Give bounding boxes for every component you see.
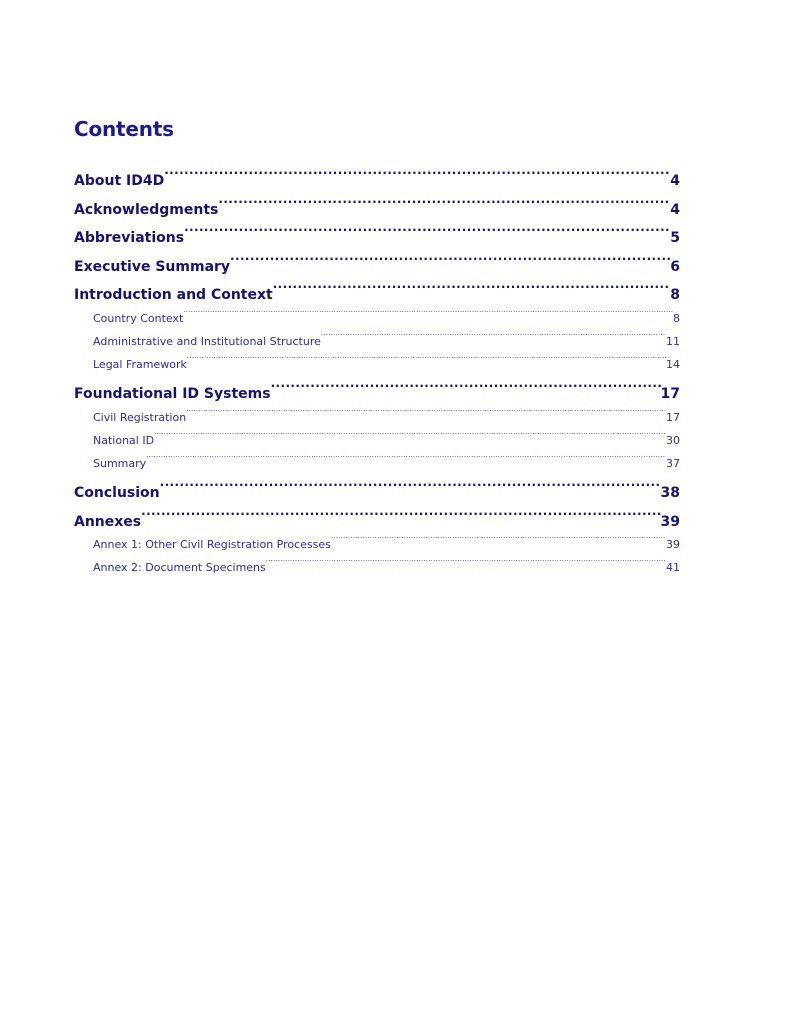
dot-leader xyxy=(218,192,670,214)
toc-entry-label: Legal Framework xyxy=(93,358,187,372)
dot-leader xyxy=(160,475,661,497)
toc-entry-page: 5 xyxy=(670,230,680,246)
toc-entry-page: 14 xyxy=(666,358,680,372)
toc-subentry-country-context[interactable] xyxy=(74,304,680,327)
toc-entry-executive-summary[interactable] xyxy=(74,249,680,278)
toc-subentry-national-id[interactable] xyxy=(74,426,680,449)
dot-leader xyxy=(266,553,666,571)
toc-entry-page: 6 xyxy=(670,258,680,275)
toc-entry-label: Administrative and Institutional Structure xyxy=(93,334,321,348)
toc-title: Contents xyxy=(74,117,174,141)
table-of-contents xyxy=(74,163,680,577)
dot-leader xyxy=(321,327,666,345)
toc-entry-page: 17 xyxy=(666,410,680,424)
dot-leader xyxy=(154,426,666,444)
dot-leader xyxy=(331,530,666,548)
toc-subentry-civil-registration[interactable] xyxy=(74,403,680,426)
toc-entry-page: 4 xyxy=(670,201,680,218)
toc-entry-page: 30 xyxy=(666,433,680,447)
toc-entry-page: 8 xyxy=(670,287,680,303)
dot-leader xyxy=(183,304,673,322)
toc-entry-label: Abbreviations xyxy=(74,230,185,246)
toc-entry-page: 17 xyxy=(660,386,680,403)
toc-entry-label: Annex 2: Document Specimens xyxy=(93,561,266,575)
toc-subentry-annex-2[interactable] xyxy=(74,553,680,576)
toc-entry-label: Annexes xyxy=(74,513,142,530)
toc-entry-label: Acknowledgments xyxy=(74,201,219,218)
toc-entry-label: Civil Registration xyxy=(93,410,187,424)
dot-leader xyxy=(271,376,661,398)
toc-entry-label: Executive Summary xyxy=(74,258,231,275)
dot-leader xyxy=(146,449,666,467)
toc-entry-page: 39 xyxy=(666,538,680,552)
toc-entry-label: National ID xyxy=(93,433,155,447)
toc-entry-annexes[interactable] xyxy=(74,504,680,533)
dot-leader xyxy=(273,277,671,299)
dot-leader xyxy=(230,249,670,271)
toc-entry-label: About ID4D xyxy=(74,173,165,189)
toc-entry-page: 39 xyxy=(660,513,680,530)
toc-entry-page: 11 xyxy=(666,334,680,348)
toc-entry-page: 8 xyxy=(673,311,680,325)
dot-leader xyxy=(164,163,670,185)
toc-entry-acknowledgments[interactable] xyxy=(74,192,680,221)
toc-entry-introduction-and-context[interactable] xyxy=(74,277,680,306)
dot-leader xyxy=(184,220,670,242)
dot-leader xyxy=(187,350,666,368)
toc-entry-page: 37 xyxy=(666,457,680,471)
toc-entry-label: Conclusion xyxy=(74,485,160,502)
toc-entry-label: Annex 1: Other Civil Registration Processes xyxy=(93,538,331,552)
dot-leader xyxy=(186,403,666,421)
toc-entry-conclusion[interactable] xyxy=(74,475,680,504)
toc-subentry-legal-framework[interactable] xyxy=(74,350,680,376)
toc-entry-label: Summary xyxy=(93,457,147,471)
toc-entry-abbreviations[interactable] xyxy=(74,220,680,249)
toc-subentry-administrative-structure[interactable] xyxy=(74,327,680,350)
toc-entry-page: 38 xyxy=(660,485,680,502)
toc-entry-page: 4 xyxy=(670,173,680,189)
toc-entry-about-id4d[interactable] xyxy=(74,163,680,192)
toc-entry-foundational-id-systems[interactable] xyxy=(74,376,680,405)
toc-subentry-summary[interactable] xyxy=(74,449,680,475)
dot-leader xyxy=(141,504,660,526)
toc-entry-label: Country Context xyxy=(93,311,184,325)
toc-entry-page: 41 xyxy=(666,561,680,575)
toc-subentry-annex-1[interactable] xyxy=(74,530,680,553)
toc-entry-label: Foundational ID Systems xyxy=(74,386,271,403)
toc-entry-label: Introduction and Context xyxy=(74,287,273,303)
